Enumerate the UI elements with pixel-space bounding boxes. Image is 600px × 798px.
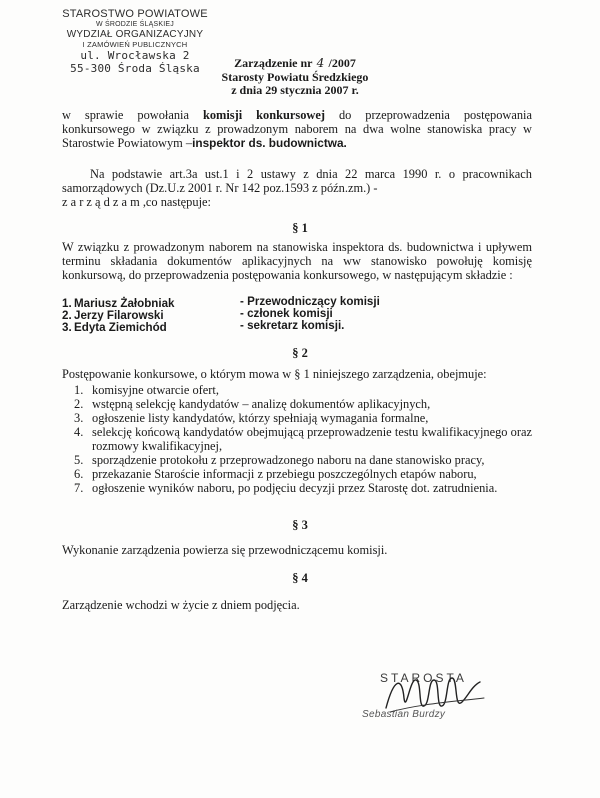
section-1-heading: § 1 [292,221,308,235]
section-3-text: Wykonanie zarządzenia powierza się przewodniczącemu komisji. [62,543,388,557]
member-row [62,308,402,320]
member-name: Mariusz Żałobniak [74,297,175,310]
section-2-intro: Postępowanie konkursowe, o którym mowa w § 1 niniejszego zarządzenia, obejmuje: [62,367,487,381]
step-text: ogłoszenie wyników naboru, po podjęciu decyzji przez Starostę dot. zatrudnienia. [92,481,498,495]
list-item [74,397,532,411]
decree-text: z a r z ą d z a m ,co następuje: [62,195,211,209]
step-text: przekazanie Staroście informacji z przebiegu poszczególnych etapów naboru, [92,467,477,481]
subject-bold: komisji konkursowej [202,108,325,122]
member-row [62,320,402,332]
stamp-line: STAROSTWO POWIATOWE [62,8,208,20]
step-text: ogłoszenie listy kandydatów, którzy spełniają wymagania formalne, [92,411,429,425]
member-name: Jerzy Filarowski [74,309,164,322]
list-item [74,383,532,397]
signatory-name: Sebastian Burdzy [362,709,446,720]
committee-members [62,296,402,332]
stamp-line: 55-300 Środa Śląska [70,62,200,75]
list-item [74,453,532,467]
section-3-heading: § 3 [292,518,308,532]
step-number: 3. [74,411,84,425]
step-number: 5. [74,453,84,467]
signature-title: STAROSTA [380,671,467,685]
subject-paragraph [62,108,532,150]
document-date: z dnia 29 stycznia 2007 r. [231,83,359,97]
step-number: 7. [74,481,84,495]
section-4-text: Zarządzenie wchodzi w życie z dniem podjęcia. [62,598,300,612]
step-text: selekcję końcową kandydatów obejmującą przeprowadzenie testu kwalifikacyjnego oraz rozmowy kwalifikacyjnej, [92,425,532,453]
member-row [62,296,402,308]
title-suffix: /2007 [328,56,356,70]
member-role: - członek komisji [240,307,333,320]
step-text: sporządzenie protokołu z przeprowadzonego naboru na dane stanowisko pracy, [92,453,485,467]
document-heading [200,57,390,98]
member-role: - Przewodniczący komisji [240,295,380,308]
section-2-heading: § 2 [292,346,308,360]
step-text: komisyjne otwarcie ofert, [92,383,219,397]
document-title [200,57,390,71]
procedure-steps [74,383,532,495]
stamp-line: WYDZIAŁ ORGANIZACYJNY [66,29,204,40]
step-number: 2. [74,397,84,411]
step-number: 6. [74,467,84,481]
list-item [74,411,532,425]
step-number: 4. [74,425,84,439]
member-number: 1. [62,297,72,310]
title-prefix: Zarządzenie nr [234,56,313,70]
subject-text: do przeprowadzenia postępowania konkursowego w związku z prowadzonym naborem na dwa wolne stanowiska pracy w Starostwie Powiatowym – [62,108,532,150]
list-item [74,425,532,453]
list-item [74,467,532,481]
member-name: Edyta Ziemichód [74,321,167,334]
step-number: 1. [74,383,84,397]
step-text: wstępną selekcję kandydatów – analizę dokumentów aplikacyjnych, [92,397,431,411]
office-stamp [60,8,210,75]
stamp-line: I ZAMÓWIEŃ PUBLICZNYCH [82,40,188,49]
stamp-line: W ŚRODZIE ŚLĄSKIEJ [96,21,174,28]
list-item [74,481,532,495]
member-role: - sekretarz komisji. [240,319,345,332]
document-issuer: Starosty Powiatu Średzkiego [221,69,369,84]
stamp-line: ul. Wrocławska 2 [80,49,190,62]
signature-block [360,668,490,724]
member-number: 2. [62,309,72,322]
subject-bold: inspektor ds. budownictwa. [192,136,347,150]
section-1-text: W związku z prowadzonym naborem na stanowiska inspektora ds. budownictwa i upływem terminu składania dokumentów aplikacyjnych na ww stanowisko powołuję komisję konkursową, do przeprowadzenia postępowania konkursowego, w następującym składzie : [62,240,532,282]
title-number: 4 [316,56,325,70]
subject-text: w sprawie powołania [62,108,203,122]
steps-list [74,383,532,495]
member-number: 3. [62,321,72,334]
section-4-heading: § 4 [292,571,308,585]
legal-basis-text: Na podstawie art.3a ust.1 i 2 ustawy z dnia 22 marca 1990 r. o pracownikach samorządowych (Dz.U.z 2001 r. Nr 142 poz.1593 z późn.zm.) - [62,167,532,195]
legal-basis-paragraph [62,167,532,209]
